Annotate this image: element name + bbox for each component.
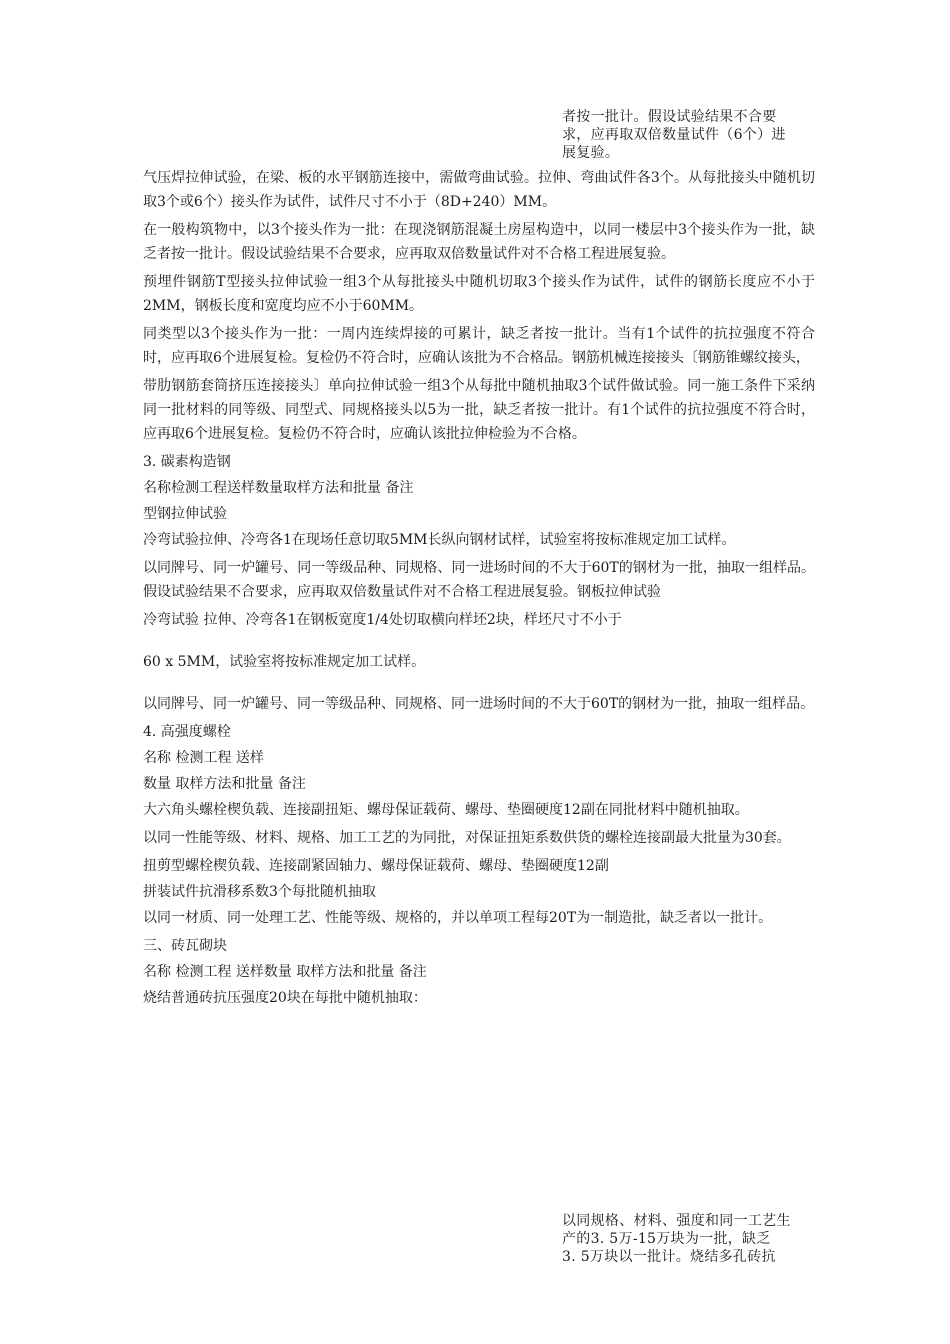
- spacer: [143, 636, 815, 650]
- section-heading-bolts: 4. 高强度螺栓: [143, 724, 231, 740]
- table-header-line: 名称检测工程送样数量取样方法和批量 备注: [143, 480, 414, 496]
- section-heading-carbon-steel: 3. 碳素构造钢: [143, 454, 231, 470]
- paragraph-sleeve-extrusion: 带肋钢筋套筒挤压连接接头〕单向拉伸试验一组3个从每批中随机抽取3个试件做试验。同一施工条件下采纳同一批材料的同等级、同型式、同规格接头以5为一批，缺乏者按一批计。有1个试件的抗拉强度不符合时，应再取6个进展复检。复检仍不符合时，应确认该批拉伸检验为不合格。: [143, 378, 815, 442]
- section-heading-bricks: 三、砖瓦砌块: [143, 938, 227, 954]
- table-header-line: 名称 检测工程 送样数量 取样方法和批量 备注: [143, 964, 427, 980]
- bottom-right-note: [562, 1212, 824, 1266]
- spacer: [143, 678, 815, 692]
- paragraph-general-structures: 在一般构筑物中，以3个接头作为一批：在现浇钢筋混凝土房屋构造中，以同一楼层中3个接头作为一批，缺乏者按一批计。假设试验结果不合要求，应再取双倍数量试件对不合格工程进展复验。: [143, 222, 815, 262]
- paragraph-bolt-batch: 以同一性能等级、材料、规格、加工工艺的为同批，对保证扭矩系数供货的螺栓连接副最大批量为30套。: [143, 830, 791, 846]
- paragraph-same-type-batch: 同类型以3个接头作为一批：一周内连续焊接的可累计，缺乏者按一批计。当有1个试件的抗拉强度不符合时，应再取6个进展复检。复检仍不符合时，应确认该批为不合格品。钢筋机械连接接头〔钢筋锥螺纹接头，: [143, 326, 815, 366]
- paragraph-plate-cold-bend: 冷弯试验 拉伸、冷弯各1在钢板宽度1/4处切取横向样坯2块，样坯尺寸不小于: [143, 612, 622, 628]
- table-header-line: 数量 取样方法和批量 备注: [143, 776, 306, 792]
- paragraph-gas-welding: 气压焊拉伸试验，在梁、板的水平钢筋连接中，需做弯曲试验。拉伸、弯曲试件各3个。从每批接头中随机切取3个或6个）接头作为试件，试件尺寸不小于（8D+240）MM。: [143, 170, 815, 210]
- paragraph-batch-rule-steel: 以同牌号、同一炉罐号、同一等级品种、同规格、同一进场时间的不大于60T的钢材为一批，抽取一组样品。假设试验结果不合要求，应再取双倍数量试件对不合格工程进展复验。钢板拉伸试验: [143, 560, 815, 600]
- paragraph-batch-rule-plate: 以同牌号、同一炉罐号、同一等级品种、同规格、同一进场时间的不大于60T的钢材为一批，抽取一组样品。: [143, 696, 815, 712]
- document-body: [143, 166, 815, 1012]
- paragraph-common-brick: 烧结普通砖抗压强度20块在每批中随机抽取：: [143, 990, 427, 1006]
- note-line: 者按一批计。假设试验结果不合要: [562, 109, 777, 125]
- paragraph-cold-bend-test: 冷弯试验拉伸、冷弯各1在现场任意切取5MM长纵向钢材试样，试验室将按标准规定加工试样。: [143, 532, 736, 548]
- paragraph-sample-size: 60 x 5MM，试验室将按标准规定加工试样。: [143, 654, 426, 670]
- note-line: 产的3. 5万-15万块为一批，缺乏: [562, 1231, 771, 1247]
- paragraph-manufacture-batch: 以同一材质、同一处理工艺、性能等级、规格的，并以单项工程每20T为一制造批，缺乏者以一批计。: [143, 910, 773, 926]
- paragraph-hex-bolt: 大六角头螺栓楔负载、连接副扭矩、螺母保证载荷、螺母、垫圈硬度12副在同批材料中随机抽取。: [143, 802, 749, 818]
- table-header-line: 名称 检测工程 送样: [143, 750, 264, 766]
- paragraph-shear-bolt: 扭剪型螺栓楔负载、连接副紧固轴力、螺母保证载荷、螺母、垫圈硬度12副: [143, 858, 609, 874]
- note-line: 以同规格、材料、强度和同一工艺生: [562, 1213, 791, 1229]
- paragraph-slip-coefficient: 拼装试件抗滑移系数3个每批随机抽取: [143, 884, 376, 900]
- note-line: 3. 5万块以一批计。烧结多孔砖抗: [562, 1249, 776, 1265]
- note-line: 求，应再取双倍数量试件（6个）进: [562, 127, 786, 143]
- paragraph-embedded-t-joint: 预埋件钢筋T型接头拉伸试验一组3个从每批接头中随机切取3个接头作为试件，试件的钢筋长度应不小于2MM，钢板长度和宽度均应不小于60MM。: [143, 274, 815, 314]
- top-right-note: [562, 108, 824, 162]
- note-line: 展复验。: [562, 145, 620, 161]
- paragraph-section-steel: 型钢拉伸试验: [143, 506, 227, 522]
